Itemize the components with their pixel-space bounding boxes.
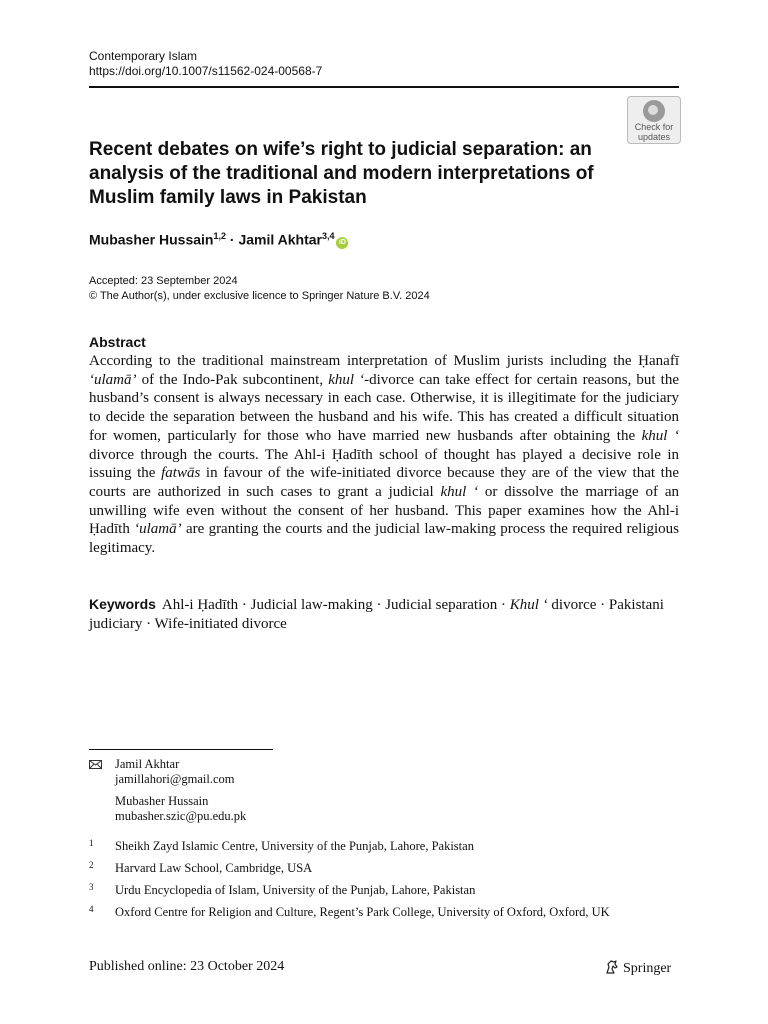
publisher-logo: [604, 959, 671, 977]
author-affil-sup: 3,4: [321, 231, 335, 241]
contact-name: Jamil Akhtar: [115, 757, 180, 771]
article-dates: [89, 274, 430, 304]
keywords: Keywords Ahl-i Ḥadīth · Judicial law-making · Judicial separation · Khul ‘ divorce · Pakistani judiciary · Wife-initiated divorce: [89, 596, 664, 632]
author-affil-sup: 1,2: [213, 231, 226, 241]
contact-email[interactable]: jamillahori@gmail.com: [115, 772, 235, 786]
header-rule: [89, 86, 679, 88]
author-separator: ·: [226, 231, 239, 248]
check-for-updates-icon[interactable]: [627, 96, 681, 144]
springer-horse-icon: [604, 959, 620, 975]
author-name[interactable]: Jamil Akhtar: [238, 231, 322, 248]
publisher-name: Springer: [623, 961, 672, 976]
doi-link[interactable]: https://doi.org/10.1007/s11562-024-00568-7: [89, 64, 323, 78]
keywords-label: Keywords: [89, 596, 156, 612]
article-title: Recent debates on wife’s right to judicial separation: an analysis of the traditional and modern interpretations of Muslim family laws in Pakistan: [89, 139, 594, 208]
journal-name: Contemporary Islam: [89, 49, 198, 63]
footnote-rule: [89, 749, 273, 750]
check-line2: updates: [637, 132, 671, 142]
envelope-icon: [89, 760, 102, 769]
affiliation-item: 3 Urdu Encyclopedia of Islam, University of the Punjab, Lahore, Pakistan: [89, 882, 476, 897]
author-list: [89, 231, 348, 249]
license-line: © The Author(s), under exclusive licence to Springer Nature B.V. 2024: [89, 290, 430, 302]
contact-email[interactable]: mubasher.szic@pu.edu.pk: [115, 809, 247, 823]
accepted-date: Accepted: 23 September 2024: [89, 275, 238, 287]
journal-header: [89, 49, 322, 79]
contact-name: Mubasher Hussain: [115, 794, 209, 808]
check-line1: Check for: [634, 122, 674, 132]
published-online: Published online: 23 October 2024: [89, 959, 285, 974]
author-name[interactable]: Mubasher Hussain: [89, 231, 214, 248]
abstract-text: According to the traditional mainstream interpretation of Muslim jurists including the Ḥanafī ‘ulamā’ of the Indo-Pak subcontinent, khul ‘-divorce can take effect for certain reasons, but the husband’s consent is always necessary in each case. Otherwise, it is illegitimate for the judiciary to decide the separation between the husband and his wife. This has created a difficult situation for women, particularly for those who have married new husbands after obtaining the khul ‘ divorce through the courts. The Ahl-i Ḥadīth school of thought has played a decisive role in issuing the fatwās in favour of the wife-initiated divorce because they are of the view that the courts are authorized in such cases to grant a judicial khul ‘ or dissolve the marriage of an unwilling wife even without the consent of her husband. This paper examines how the Ahl-i Ḥadīth ‘ulamā’ are granting the courts and the judicial law-making process the required religious legitimacy.: [89, 353, 680, 557]
affiliation-item: 1 Sheikh Zayd Islamic Centre, University of the Punjab, Lahore, Pakistan: [89, 838, 474, 853]
abstract-heading: Abstract: [89, 334, 146, 350]
affiliation-item: 4 Oxford Centre for Religion and Culture, Regent’s Park College, University of Oxford, Oxford, UK: [89, 904, 610, 919]
corresponding-contacts: [115, 757, 246, 824]
affiliation-item: 2 Harvard Law School, Cambridge, USA: [89, 860, 313, 875]
orcid-icon[interactable]: iD: [336, 237, 348, 249]
